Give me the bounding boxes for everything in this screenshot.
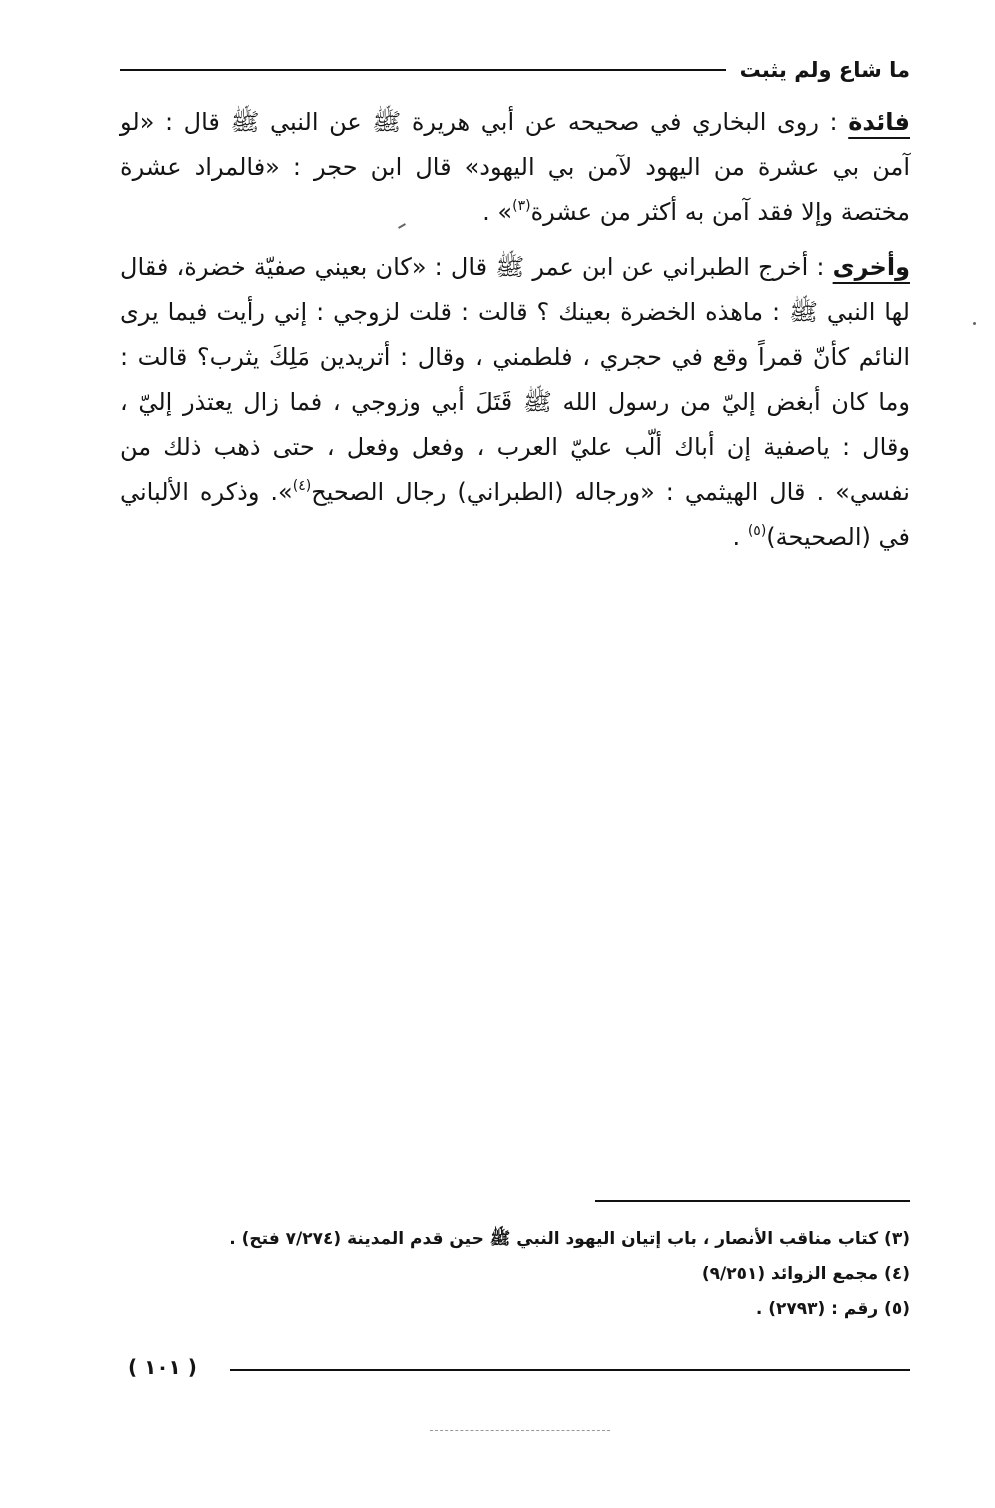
- footnote-4: (٤) مجمع الزوائد (٩/٢٥١): [701, 1264, 910, 1284]
- body-text: [120, 100, 910, 560]
- footnotes: [120, 1222, 910, 1327]
- paragraph-text-end: .: [732, 523, 748, 551]
- footnote-ref-5: (٥): [747, 523, 767, 539]
- running-title: ما شاع ولم يثبت: [739, 58, 910, 82]
- footer-rule: [230, 1369, 910, 1371]
- paragraph-text-mid: ». وذكره الألباني في (الصحيحة): [120, 478, 910, 551]
- footnote-5: (٥) رقم : (٢٧٩٣) .: [755, 1299, 910, 1319]
- scan-noise-line: [430, 1430, 610, 1431]
- footnote-3: (٣) كتاب مناقب الأنصار ، باب إتيان اليهود النبي ﷺ حين قدم المدينة (٧/٢٧٤ فتح) .: [229, 1229, 910, 1249]
- paragraph-lead-word: فائدة: [848, 108, 910, 136]
- page-footer: [120, 1355, 910, 1379]
- running-header: [120, 58, 910, 82]
- scan-speck: [973, 322, 976, 325]
- header-rule: [120, 69, 726, 71]
- paragraph-text: : أخرج الطبراني عن ابن عمر ﷺ قال : «كان بعيني صفيّة خضرة، فقال لها النبي ﷺ : ماهذه الخضرة بعينك ؟ قالت : قلت لزوجي : إني رأيت فيما يرى النائم كأنّ قمراً وقع في حجري ، فلطمني ، وقال : أتريدين مَلِكَ يثرب؟ قالت : وما كان أبغض إليّ من رسول الله ﷺ قَتَلَ أبي وزوجي ، فما زال يعتذر إليّ ، وقال : ياصفية إن أباك ألّب عليّ العرب ، وفعل وفعل ، حتى ذهب ذلك من نفسي» . قال الهيثمي : «ورجاله (الطبراني) رجال الصحيح: [120, 253, 910, 506]
- paragraph-text-end: » .: [482, 198, 513, 226]
- footnote-ref-3: (٣): [512, 198, 531, 214]
- paragraph-lead-word: وأخرى: [832, 253, 910, 281]
- paragraph-faida: [120, 100, 910, 235]
- paragraph-text: : روى البخاري في صحيحه عن أبي هريرة ﷺ عن النبي ﷺ قال : «لو آمن بي عشرة من اليهود لآمن بي اليهود» قال ابن حجر : «فالمراد عشرة مختصة وإلا فقد آمن به أكثر من عشرة: [120, 108, 910, 226]
- footnote-separator: [595, 1200, 910, 1202]
- page-number: ( ١٠١ ): [128, 1355, 197, 1379]
- footnote-ref-4: (٤): [292, 478, 312, 494]
- paragraph-ukhra: [120, 245, 910, 560]
